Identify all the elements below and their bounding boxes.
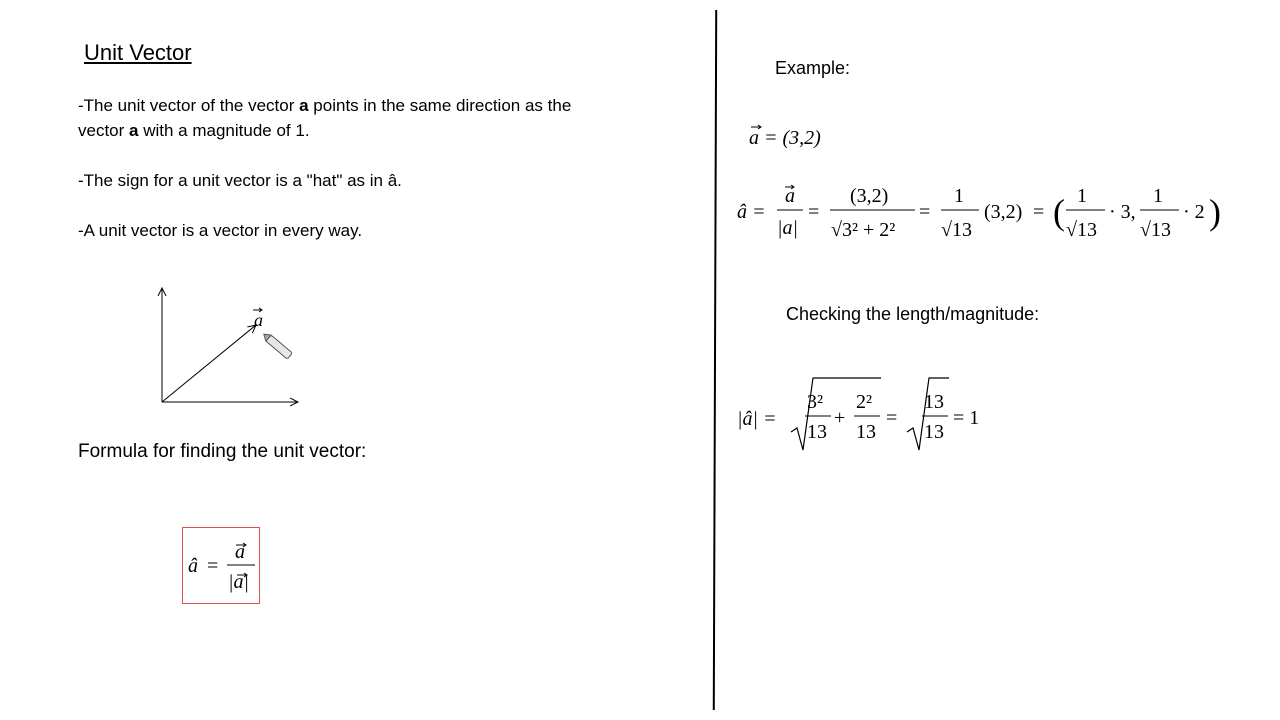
component-1-denominator: √13 bbox=[1066, 219, 1097, 241]
magnitude-result: = 1 bbox=[953, 407, 980, 429]
vector-note: -A unit vector is a vector in every way. bbox=[78, 221, 363, 240]
example-vector bbox=[745, 118, 865, 154]
equals-sign: = bbox=[886, 407, 898, 429]
fraction-3-denominator: √13 bbox=[941, 219, 972, 241]
fraction-2-denominator: √3² + 2² bbox=[831, 219, 896, 241]
unit-vector-computation bbox=[735, 176, 1225, 246]
example-heading: Example: bbox=[775, 58, 851, 78]
unit-vector-definition bbox=[78, 93, 638, 143]
equals-sign: = bbox=[1033, 201, 1045, 223]
check-heading: Checking the length/magnitude: bbox=[786, 304, 1040, 324]
vector-a-arrow bbox=[162, 325, 256, 402]
vector-a-label: a bbox=[254, 310, 263, 330]
unit-vector-formula bbox=[183, 528, 259, 603]
magnitude-check bbox=[735, 370, 1005, 460]
term-3-denominator: 13 bbox=[924, 421, 944, 443]
term-3-numerator: 13 bbox=[924, 391, 944, 413]
component-1-numerator: 1 bbox=[1077, 185, 1087, 207]
vector-a-bold: a bbox=[129, 121, 139, 140]
fraction-1-denominator: |a| bbox=[777, 217, 798, 239]
left-paren: ( bbox=[1053, 192, 1065, 232]
definition-text: -The unit vector of the vector bbox=[78, 96, 300, 115]
definition-text: vector bbox=[78, 121, 130, 140]
pen-cursor-icon bbox=[261, 331, 292, 359]
right-paren: ) bbox=[1209, 192, 1221, 232]
a-hat-equals: â = bbox=[737, 201, 766, 223]
hat-sign-note: -The sign for a unit vector is a "hat" as in â. bbox=[78, 171, 402, 190]
a-hat: â bbox=[188, 555, 198, 577]
vector-a-bold: a bbox=[299, 96, 309, 115]
vector-diagram bbox=[140, 280, 320, 415]
term-1-numerator: 3² bbox=[807, 391, 823, 413]
equals-sign: = bbox=[808, 201, 820, 223]
column-divider bbox=[713, 10, 717, 710]
fraction-3-numerator: 1 bbox=[954, 185, 964, 207]
component-2-multiplier: · 2 bbox=[1183, 201, 1205, 223]
equals-sign: = bbox=[919, 201, 931, 223]
fraction-1-numerator: a bbox=[785, 185, 795, 207]
definition-text: with a magnitude of 1. bbox=[138, 121, 310, 140]
formula-heading: Formula for finding the unit vector: bbox=[78, 441, 367, 462]
vector-pair: (3,2) bbox=[984, 201, 1023, 223]
component-1-multiplier: · 3, bbox=[1109, 201, 1136, 223]
example-vector-text: a = (3,2) bbox=[749, 127, 821, 149]
equals-sign: = bbox=[207, 555, 219, 577]
fraction-2-numerator: (3,2) bbox=[850, 185, 889, 207]
page-title: Unit Vector bbox=[84, 40, 192, 65]
definition-text: points in the same direction as the bbox=[308, 96, 572, 115]
term-2-denominator: 13 bbox=[856, 421, 876, 443]
formula-numerator: a bbox=[235, 541, 245, 563]
magnitude-lhs: |â| = bbox=[737, 408, 777, 430]
component-2-denominator: √13 bbox=[1140, 219, 1171, 241]
formula-denominator: |a| bbox=[228, 571, 249, 593]
term-1-denominator: 13 bbox=[807, 421, 827, 443]
component-2-numerator: 1 bbox=[1153, 185, 1163, 207]
unit-vector-formula-box bbox=[182, 527, 260, 604]
term-2-numerator: 2² bbox=[856, 391, 872, 413]
plus-sign: + bbox=[834, 407, 846, 429]
